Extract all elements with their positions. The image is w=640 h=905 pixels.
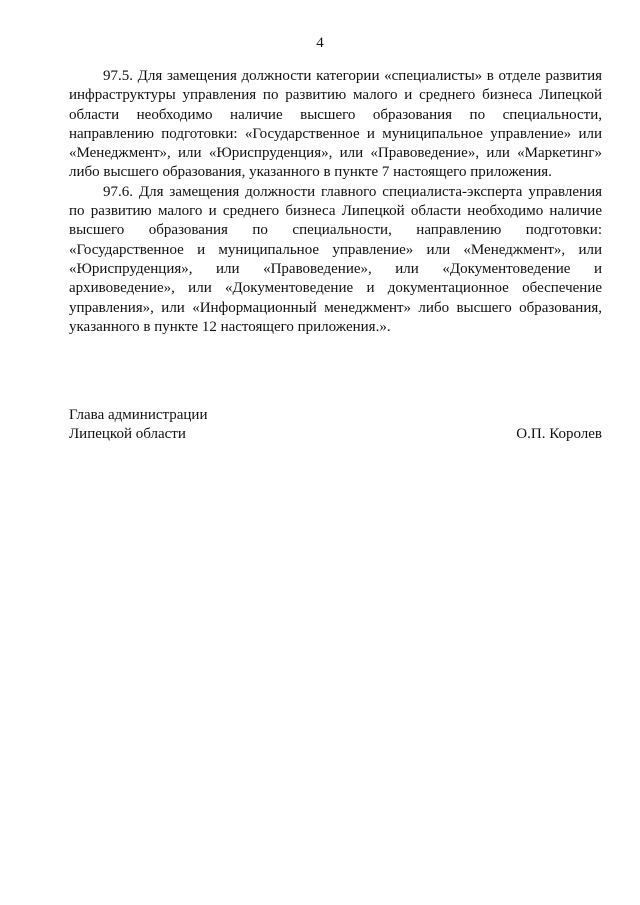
paragraph-97-6: 97.6. Для замещения должности главного специалиста-эксперта управления по развитию малого и среднего бизнеса Липецкой области необходимо наличие высшего образования по специальности, направлению подготовки: «Государственное и муниципальное управление» или «Менеджмент», или «Юриспруденция», или «Правоведение», или «Документоведение и архивоведение», или «Документоведение и документационное обеспечение управления», или «Информационный менеджмент» либо высшего образования, указанного в пункте 12 настоящего приложения.».	[69, 183, 602, 335]
signatory-name: О.П. Королев	[516, 426, 602, 442]
signature-block	[69, 406, 602, 444]
paragraph-97-5: 97.5. Для замещения должности категории «специалисты» в отделе развития инфраструктуры управления по развитию малого и среднего бизнеса Липецкой области необходимо наличие высшего образования по специальности, направлению подготовки: «Государственное и муниципальное управление» или «Менеджмент», или «Юриспруденция», или «Правоведение», или «Маркетинг» либо высшего образования, указанного в пункте 7 настоящего приложения.	[69, 68, 602, 181]
signatory-title-line1: Глава администрации	[69, 407, 208, 423]
signatory-title-line2: Липецкой области	[69, 426, 186, 442]
page-number: 4	[316, 35, 324, 51]
signature-line	[69, 425, 602, 444]
document-body	[69, 67, 602, 337]
